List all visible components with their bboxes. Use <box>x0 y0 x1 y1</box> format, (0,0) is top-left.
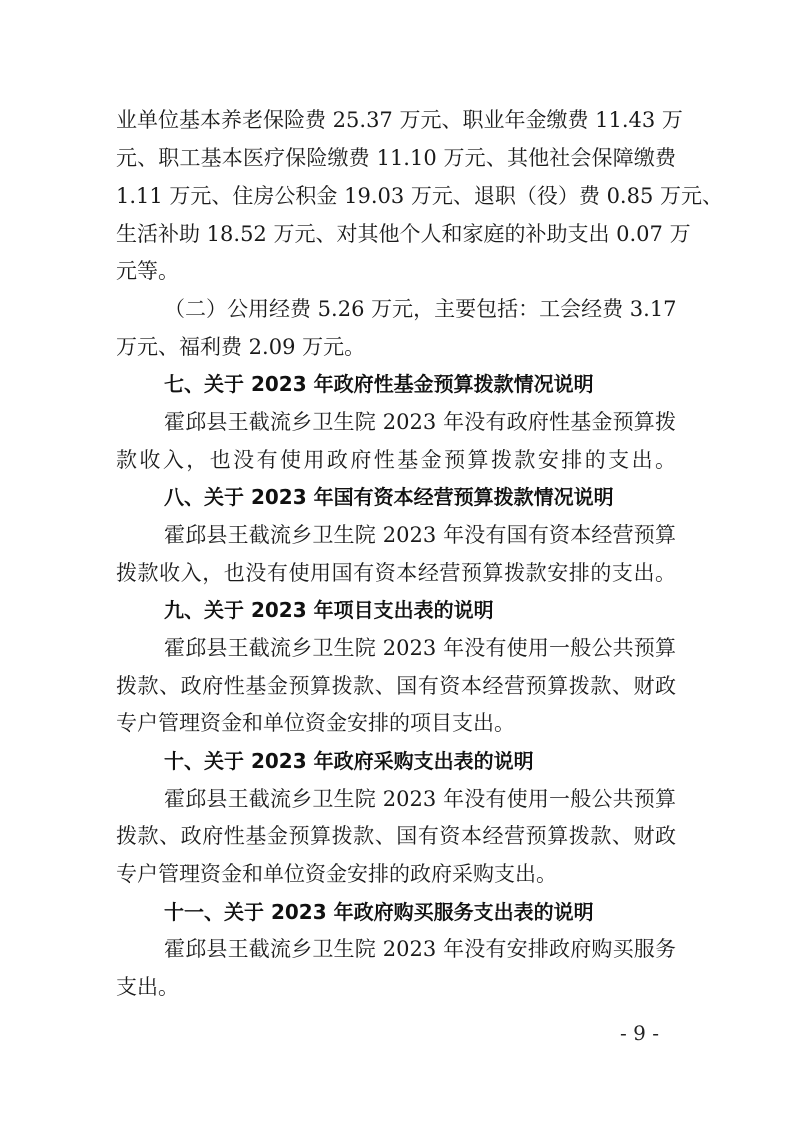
paragraph-line: 霍邱县王截流乡卫生院 2023 年没有使用一般公共预算 <box>164 636 676 660</box>
section-heading: 八、关于 2023 年国有资本经营预算拨款情况说明 <box>164 485 614 509</box>
paragraph-line: 元等。 <box>116 259 179 283</box>
paragraph-line: 款收入，也没有使用政府性基金预算拨款安排的支出。 <box>116 448 676 472</box>
section-heading: 七、关于 2023 年政府性基金预算拨款情况说明 <box>164 372 594 396</box>
section-heading: 九、关于 2023 年项目支出表的说明 <box>164 598 494 622</box>
section-heading: 十、关于 2023 年政府采购支出表的说明 <box>164 749 534 773</box>
section-heading: 十一、关于 2023 年政府购买服务支出表的说明 <box>164 900 594 924</box>
paragraph-line: 拨款、政府性基金预算拨款、国有资本经营预算拨款、财政 <box>116 674 676 698</box>
paragraph-line: 生活补助 18.52 万元、对其他个人和家庭的补助支出 0.07 万 <box>116 222 691 246</box>
paragraph-line: 拨款、政府性基金预算拨款、国有资本经营预算拨款、财政 <box>116 824 676 848</box>
paragraph-line: 霍邱县王截流乡卫生院 2023 年没有政府性基金预算拨 <box>164 410 676 434</box>
paragraph-line: 支出。 <box>116 975 179 999</box>
paragraph-line: （二）公用经费 5.26 万元，主要包括：工会经费 3.17 <box>164 297 677 321</box>
paragraph-line: 专户管理资金和单位资金安排的政府采购支出。 <box>116 862 557 886</box>
paragraph-line: 霍邱县王截流乡卫生院 2023 年没有安排政府购买服务 <box>164 937 676 961</box>
paragraph-line: 专户管理资金和单位资金安排的项目支出。 <box>116 711 515 735</box>
paragraph-line: 业单位基本养老保险费 25.37 万元、职业年金缴费 11.43 万 <box>116 108 683 132</box>
paragraph-line: 霍邱县王截流乡卫生院 2023 年没有国有资本经营预算 <box>164 523 676 547</box>
paragraph-line: 霍邱县王截流乡卫生院 2023 年没有使用一般公共预算 <box>164 787 676 811</box>
paragraph-line: 万元、福利费 2.09 万元。 <box>116 335 366 359</box>
paragraph-line: 元、职工基本医疗保险缴费 11.10 万元、其他社会保障缴费 <box>116 146 676 170</box>
paragraph-line: 1.11 万元、住房公积金 19.03 万元、退职（役）费 0.85 万元、 <box>116 184 724 208</box>
paragraph-line: 拨款收入，也没有使用国有资本经营预算拨款安排的支出。 <box>116 561 676 585</box>
page-number: - 9 - <box>620 1021 659 1045</box>
